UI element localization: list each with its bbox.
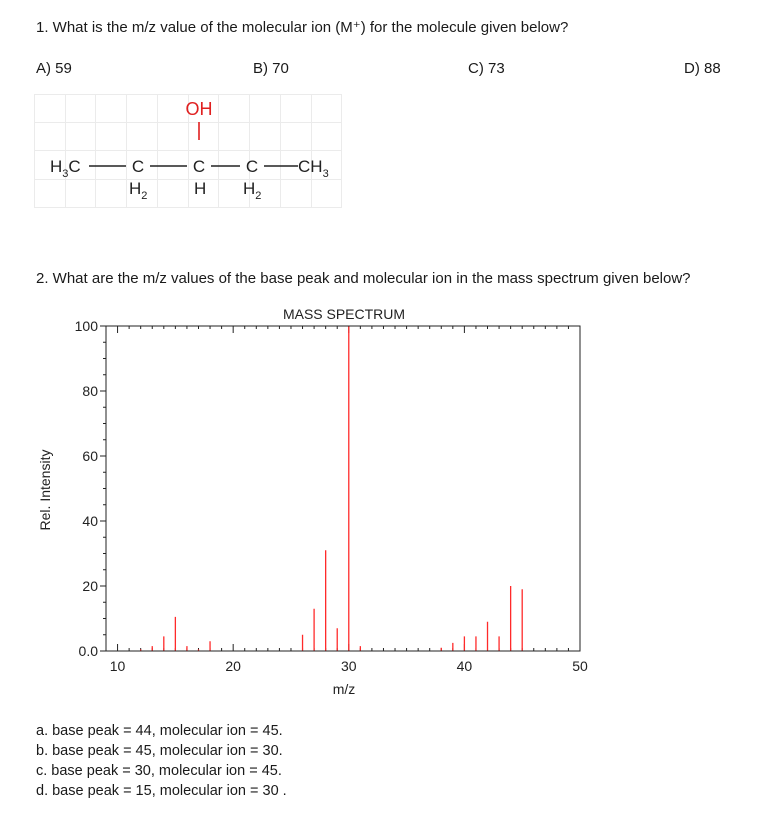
y-tick-label: 20 (82, 578, 98, 594)
x-tick-label: 20 (225, 658, 241, 674)
x-axis-label: m/z (332, 681, 356, 697)
y-tick-label: 60 (82, 448, 98, 464)
y-tick-label: 0.0 (78, 643, 98, 659)
mass-spectrum-chart (30, 300, 600, 700)
h2-label-c4: $H_2$ (243, 179, 262, 202)
h2-label-c2: $H_2$ (129, 179, 148, 202)
c3-label: C (192, 157, 206, 176)
answer-a: a. base peak = 44, molecular ion = 45. (36, 723, 283, 739)
y-tick-label: 40 (82, 513, 98, 529)
choice-b: B) 70 (253, 60, 289, 77)
choice-d: D) 88 (684, 60, 721, 77)
h-label-c3: H (194, 179, 207, 198)
answer-c: c. base peak = 30, molecular ion = 45. (36, 763, 282, 779)
x-tick-label: 40 (456, 658, 473, 674)
oh-label: OH (185, 99, 213, 119)
y-tick-label: 100 (74, 318, 98, 334)
choice-c: C) 73 (468, 60, 505, 77)
spectrum-peaks (141, 326, 523, 651)
answer-b: b. base peak = 45, molecular ion = 30. (36, 743, 283, 759)
molecule-structure (34, 94, 342, 208)
y-axis-label: Rel. Intensity (37, 449, 53, 531)
x-tick-label: 50 (572, 658, 588, 674)
h3c-label: $H_3C$ (50, 157, 81, 180)
chart-title: MASS SPECTRUM (282, 306, 406, 322)
choice-a: A) 59 (36, 60, 72, 77)
y-tick-label: 80 (82, 383, 98, 399)
answer-d: d. base peak = 15, molecular ion = 30 . (36, 783, 287, 799)
ch3-label: $CH_3$ (298, 157, 329, 180)
question-1-text: 1. What is the m/z value of the molecular ion (M⁺) for the molecule given below? (36, 19, 569, 36)
question-2-text: 2. What are the m/z values of the base peak and molecular ion in the mass spectrum given below? (36, 270, 691, 287)
c2-label: C (131, 157, 145, 176)
plot-frame (106, 326, 580, 651)
x-tick-label: 30 (340, 658, 357, 674)
x-tick-label: 10 (109, 658, 126, 674)
c4-label: C (245, 157, 259, 176)
